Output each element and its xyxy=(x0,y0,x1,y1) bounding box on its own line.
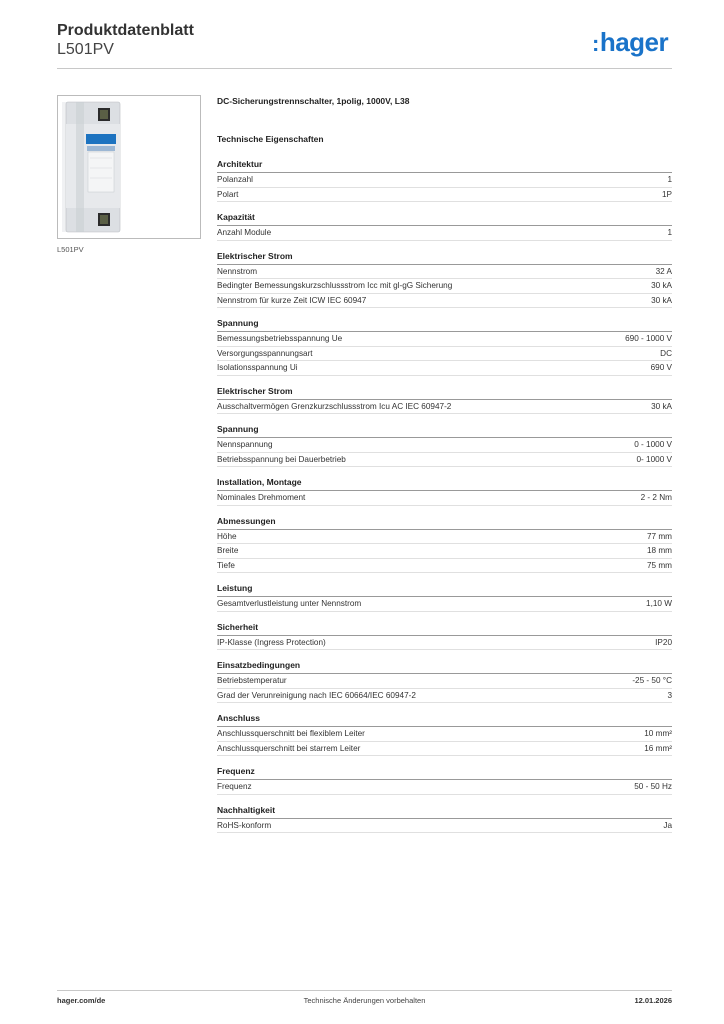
spec-value: 690 V xyxy=(650,363,672,372)
spec-group xyxy=(217,385,672,415)
spec-label: Nominales Drehmoment xyxy=(217,493,306,502)
spec-group xyxy=(217,659,672,703)
spec-row xyxy=(217,689,672,704)
spec-group xyxy=(217,317,672,376)
spec-row xyxy=(217,400,672,415)
spec-label: RoHS-konform xyxy=(217,820,272,830)
spec-label: Polart xyxy=(217,189,239,199)
footer-divider xyxy=(57,990,672,991)
spec-groups xyxy=(217,158,672,833)
group-title: Spannung xyxy=(217,317,672,332)
spec-value: 0 - 1000 V xyxy=(634,440,672,449)
group-title: Kapazität xyxy=(217,211,672,226)
spec-group xyxy=(217,765,672,795)
spec-value: 16 mm² xyxy=(644,743,672,753)
spec-label: Höhe xyxy=(217,531,237,541)
spec-label: Betriebsspannung bei Dauerbetrieb xyxy=(217,454,346,464)
spec-row xyxy=(217,361,672,376)
spec-row xyxy=(217,636,672,651)
spec-label: Anzahl Module xyxy=(217,228,272,237)
spec-value: 30 kA xyxy=(651,295,672,305)
page-title: Produktdatenblatt xyxy=(57,22,194,39)
spec-row xyxy=(217,819,672,834)
group-title: Elektrischer Strom xyxy=(217,385,672,400)
spec-label: IP-Klasse (Ingress Protection) xyxy=(217,637,326,647)
spec-row xyxy=(217,453,672,468)
product-code: L501PV xyxy=(57,41,114,58)
spec-group xyxy=(217,158,672,202)
product-image xyxy=(57,95,201,239)
spec-value: 30 kA xyxy=(651,401,672,411)
group-title: Nachhaltigkeit xyxy=(217,804,672,819)
group-title: Einsatzbedingungen xyxy=(217,659,672,674)
fuse-disconnector-illustration xyxy=(58,96,200,238)
spec-row xyxy=(217,742,672,757)
group-title: Spannung xyxy=(217,423,672,438)
group-title: Sicherheit xyxy=(217,621,672,636)
spec-label: Frequenz xyxy=(217,782,252,791)
spec-value: 50 - 50 Hz xyxy=(634,782,672,791)
logo-dots: : xyxy=(592,31,599,56)
spec-group xyxy=(217,712,672,756)
spec-content xyxy=(217,95,672,842)
page-header xyxy=(57,22,194,59)
group-title: Elektrischer Strom xyxy=(217,250,672,265)
footer-disclaimer: Technische Änderungen vorbehalten xyxy=(303,996,426,1005)
group-title: Abmessungen xyxy=(217,515,672,530)
spec-value: 1,10 W xyxy=(646,599,672,608)
spec-group xyxy=(217,621,672,651)
group-title: Frequenz xyxy=(217,765,672,780)
group-title: Anschluss xyxy=(217,712,672,727)
spec-row xyxy=(217,332,672,347)
spec-value: 77 mm xyxy=(646,531,672,541)
spec-value: -25 - 50 °C xyxy=(632,676,672,685)
spec-label: Gesamtverlustleistung unter Nennstrom xyxy=(217,599,362,608)
logo-text: hager xyxy=(599,27,669,57)
spec-label: Breite xyxy=(217,546,239,555)
spec-value: 18 mm xyxy=(646,546,672,555)
spec-group xyxy=(217,211,672,241)
spec-value: 2 - 2 Nm xyxy=(640,493,672,502)
spec-row xyxy=(217,279,672,294)
spec-row xyxy=(217,265,672,280)
spec-group xyxy=(217,804,672,834)
spec-label: Polanzahl xyxy=(217,175,253,184)
spec-row xyxy=(217,188,672,203)
spec-row xyxy=(217,674,672,689)
spec-label: Grad der Verunreinigung nach IEC 60664/IEC 60947-2 xyxy=(217,690,416,700)
section-title: Technische Eigenschaften xyxy=(217,134,324,144)
spec-label: Nennstrom xyxy=(217,266,258,276)
spec-row xyxy=(217,294,672,309)
spec-value: 10 mm² xyxy=(644,729,672,738)
spec-group xyxy=(217,476,672,506)
group-title: Leistung xyxy=(217,582,672,597)
header-divider xyxy=(57,68,672,69)
spec-value: 1 xyxy=(667,175,672,184)
spec-value: 690 - 1000 V xyxy=(625,334,672,343)
spec-value: 0- 1000 V xyxy=(636,454,672,464)
spec-row xyxy=(217,530,672,545)
spec-row xyxy=(217,226,672,241)
spec-row xyxy=(217,491,672,506)
spec-label: Anschlussquerschnitt bei starrem Leiter xyxy=(217,743,361,753)
hager-logo xyxy=(592,28,668,58)
spec-label: Nennspannung xyxy=(217,440,273,449)
spec-group xyxy=(217,250,672,309)
spec-label: Isolationsspannung Ui xyxy=(217,363,298,372)
footer-website-link[interactable]: hager.com/de xyxy=(57,996,106,1005)
spec-row xyxy=(217,597,672,612)
spec-row xyxy=(217,559,672,574)
spec-label: Anschlussquerschnitt bei flexiblem Leiter xyxy=(217,729,365,738)
spec-row xyxy=(217,173,672,188)
spec-value: 1P xyxy=(661,189,672,199)
spec-value: 32 A xyxy=(655,266,672,276)
group-title: Installation, Montage xyxy=(217,476,672,491)
spec-value: DC xyxy=(660,348,672,358)
spec-value: Ja xyxy=(663,820,672,830)
spec-label: Tiefe xyxy=(217,560,235,570)
spec-value: 30 kA xyxy=(651,281,672,290)
spec-row xyxy=(217,347,672,362)
spec-value: 3 xyxy=(667,690,672,700)
spec-label: Bemessungsbetriebsspannung Ue xyxy=(217,334,343,343)
spec-group xyxy=(217,515,672,574)
spec-row xyxy=(217,727,672,742)
spec-row xyxy=(217,544,672,559)
spec-label: Betriebstemperatur xyxy=(217,676,287,685)
spec-label: Versorgungsspannungsart xyxy=(217,348,313,358)
spec-value: IP20 xyxy=(655,637,672,647)
spec-value: 75 mm xyxy=(646,560,672,570)
group-title: Architektur xyxy=(217,158,672,173)
spec-group xyxy=(217,582,672,612)
spec-label: Bedingter Bemessungskurzschlussstrom Icc mit gl-gG Sicherung xyxy=(217,281,453,290)
spec-row xyxy=(217,780,672,795)
spec-label: Ausschaltvermögen Grenzkurzschlussstrom Icu AC IEC 60947-2 xyxy=(217,401,452,411)
product-description: DC-Sicherungstrennschalter, 1polig, 1000V, L38 xyxy=(217,96,410,106)
footer-date: 12.01.2026 xyxy=(634,996,672,1005)
spec-label: Nennstrom für kurze Zeit ICW IEC 60947 xyxy=(217,295,367,305)
spec-group xyxy=(217,423,672,467)
spec-value: 1 xyxy=(667,228,672,237)
image-caption: L501PV xyxy=(57,245,84,254)
spec-row xyxy=(217,438,672,453)
